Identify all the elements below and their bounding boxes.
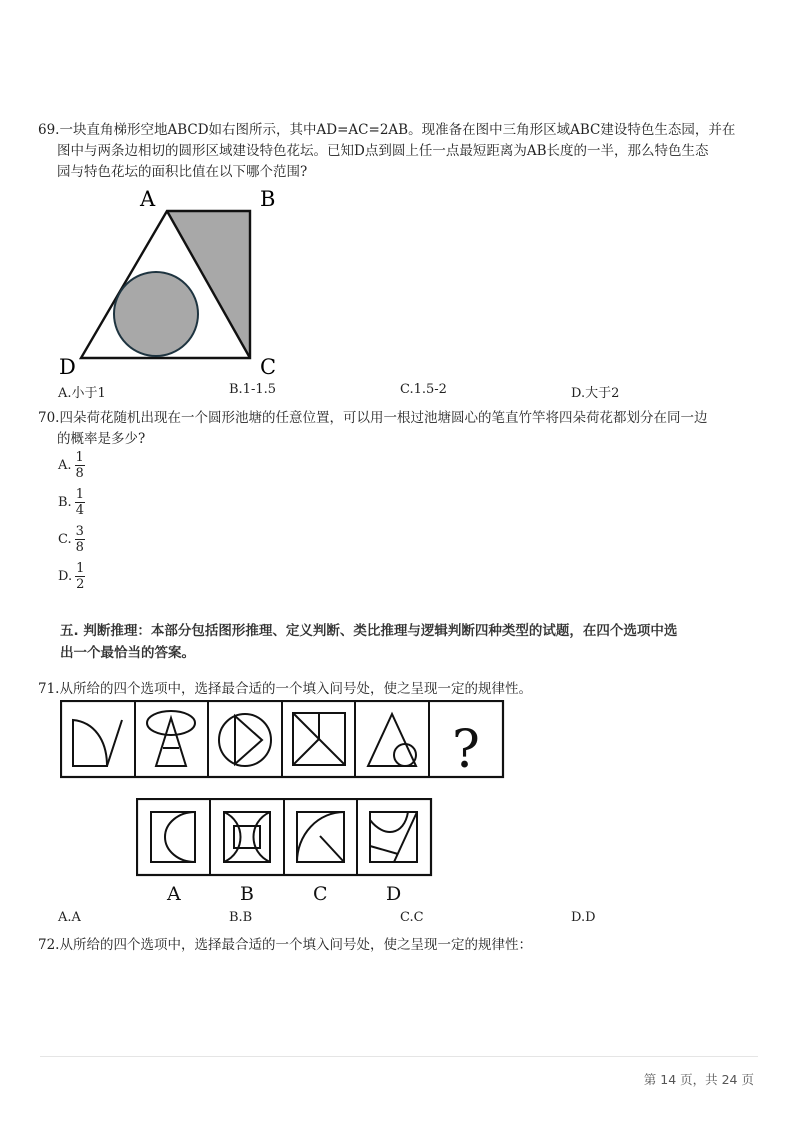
- q71-choice-label-c: C: [313, 883, 328, 905]
- q71-choice-d-shape[interactable]: [370, 812, 417, 862]
- q70-option-d[interactable]: D. $\frac{1}{2}$: [58, 561, 85, 592]
- q71-choice-label-d: D: [386, 883, 402, 905]
- q71-option-c[interactable]: C.C: [400, 910, 424, 925]
- q71-choice-a-shape[interactable]: [151, 812, 195, 862]
- q71-option-b[interactable]: B.B: [229, 910, 253, 925]
- q69-option-b[interactable]: B.1-1.5: [229, 382, 277, 397]
- q70-option-b[interactable]: B. $\frac{1}{4}$: [58, 487, 84, 518]
- q71-choice-label-b: B: [240, 883, 254, 905]
- q70-line-2: 的概率是多少?: [57, 431, 146, 447]
- q69-line-1: 69.一块直角梯形空地ABCD如右图所示，其中AD=AC=2AB。现准备在图中三角形区域ABC建设特色生态园，并在: [38, 122, 736, 138]
- q69-label-a: A: [140, 187, 156, 211]
- q71-question-mark: ?: [452, 720, 480, 780]
- q71-choice-label-a: A: [167, 883, 181, 905]
- q71-cell-3: [219, 714, 271, 766]
- fraction: $\frac{1}{2}$: [76, 561, 85, 592]
- page-footer: 第 14 页，共 24 页: [643, 1072, 754, 1087]
- q70-option-c[interactable]: C. $\frac{3}{8}$: [58, 524, 84, 555]
- q71-choice-b-shape[interactable]: [224, 812, 270, 862]
- q71-choice-c-shape[interactable]: [297, 812, 344, 862]
- q69-line-2: 图中与两条边相切的圆形区域建设特色花坛。已知D点到圆上任一点最短距离为AB长度的一半，那么特色生态: [57, 143, 709, 159]
- q71-sequence-figure: [60, 700, 506, 780]
- q69-option-c[interactable]: C.1.5-2: [400, 382, 447, 397]
- q69-options: [0, 382, 800, 402]
- q70-option-a[interactable]: A. $\frac{1}{8}$: [58, 450, 84, 481]
- question-69: [38, 120, 735, 183]
- q69-circle: [114, 272, 198, 356]
- q71-cell-1: [73, 720, 122, 766]
- q71-line: 71.从所给的四个选项中，选择最合适的一个填入问号处，使之呈现一定的规律性。: [38, 681, 532, 697]
- fraction: $\frac{1}{4}$: [75, 487, 84, 518]
- q71-option-d[interactable]: D.D: [571, 910, 596, 925]
- q71-cell-4: [293, 713, 345, 765]
- q71-choices-figure: [136, 798, 434, 906]
- question-70: [38, 408, 707, 450]
- footer-divider: [40, 1056, 758, 1057]
- q69-option-a[interactable]: A.小于1: [58, 386, 106, 401]
- fraction: $\frac{1}{8}$: [75, 450, 84, 481]
- question-71: [38, 679, 532, 700]
- q72-line: 72.从所给的四个选项中，选择最合适的一个填入问号处，使之呈现一定的规律性：: [38, 937, 532, 953]
- question-72: [38, 935, 532, 956]
- q70-line-1: 70.四朵荷花随机出现在一个圆形池塘的任意位置，可以用一根过池塘圆心的笔直竹竿将四朵荷花都划分在同一边: [38, 410, 708, 426]
- section-5-heading: [60, 620, 677, 664]
- q69-label-c: C: [260, 355, 277, 378]
- q71-cell-2: [147, 711, 195, 766]
- q71-option-a[interactable]: A.A: [58, 910, 81, 925]
- section-5-line-1: 五. 判断推理：本部分包括图形推理、定义判断、类比推理与逻辑判断四种类型的试题，在四个选项中选: [60, 623, 678, 639]
- q71-options: [0, 910, 800, 930]
- q71-cell-5: [368, 714, 416, 766]
- fraction: $\frac{3}{8}$: [75, 524, 84, 555]
- section-5-line-2: 出一个最恰当的答案。: [60, 645, 195, 661]
- q69-label-b: B: [260, 187, 276, 211]
- q69-option-d[interactable]: D.大于2: [571, 386, 620, 401]
- q69-label-d: D: [59, 355, 76, 378]
- q69-figure: [56, 186, 286, 378]
- q69-line-3: 园与特色花坛的面积比值在以下哪个范围?: [57, 164, 308, 180]
